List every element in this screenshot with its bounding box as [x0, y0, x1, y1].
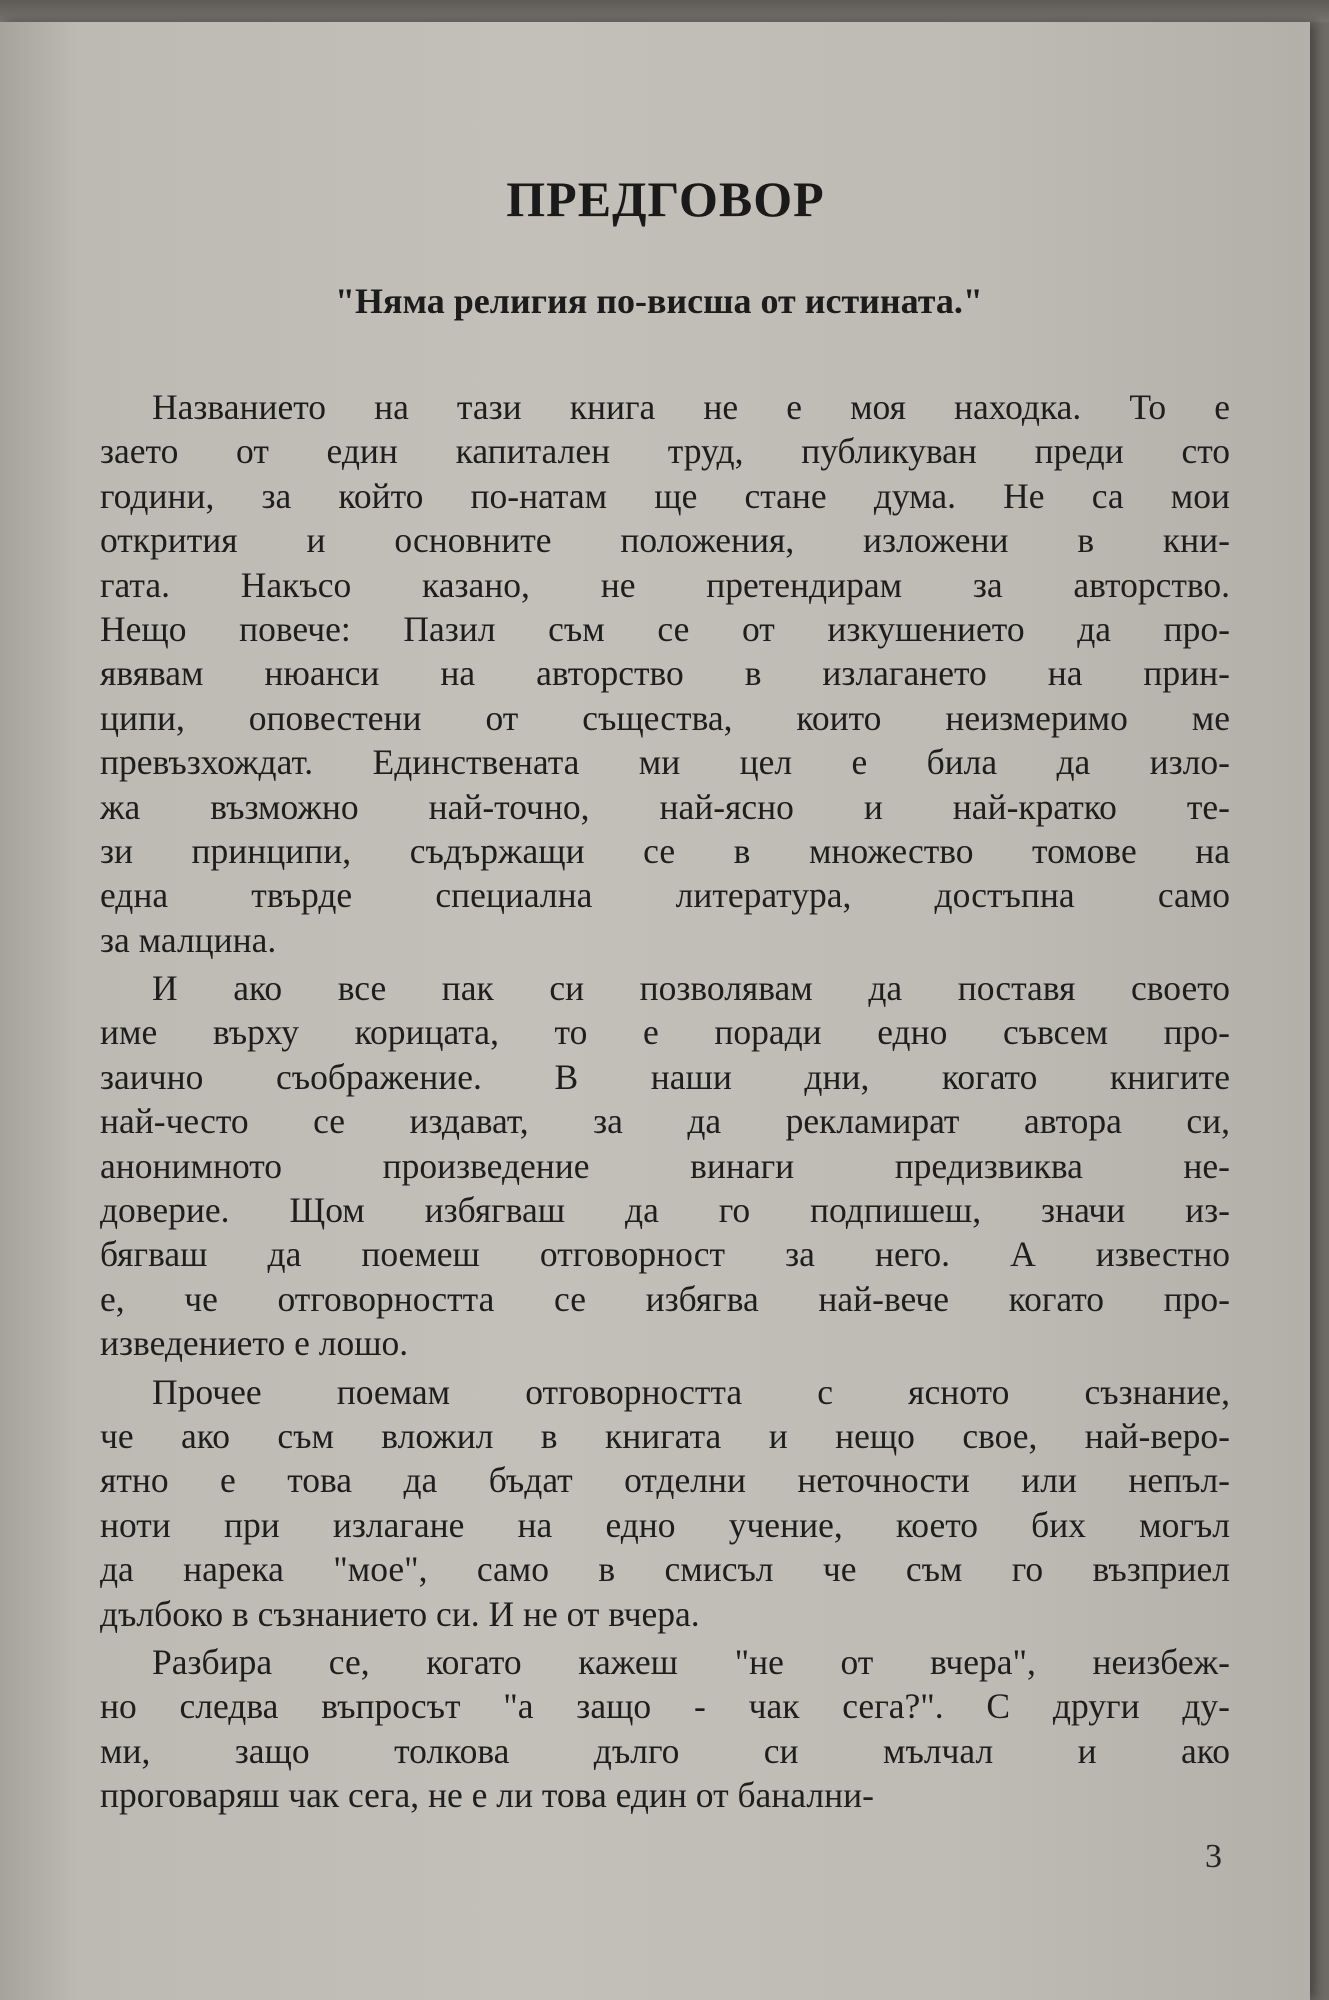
paragraph [100, 1370, 1230, 1636]
text-line: е, че отговорността се избягва най-вече когато про- [100, 1278, 1230, 1319]
text-line: Названието на тази книга не е моя находка. То е [152, 387, 1230, 427]
epigraph: "Няма религия по-висша от истината." [335, 281, 983, 321]
text-line: Нещо повече: Пазил съм се от изкушението да про- [100, 608, 1230, 649]
text-line: една твърде специална литература, достъпна само [100, 875, 1230, 916]
text-line: бягваш да поемеш отговорност за него. А известно [100, 1234, 1230, 1275]
text-line: анонимното произведение винаги предизвиква не- [100, 1145, 1230, 1186]
text-line: за малцина. [100, 919, 277, 960]
body-text [100, 385, 1230, 1822]
text-line: превъзхождат. Единствената ми цел е била да изло- [100, 742, 1230, 783]
text-line: гата. Накъсо казано, не претендирам за авторство. [100, 564, 1230, 605]
text-line: открития и основните положения, изложени в кни- [100, 520, 1230, 561]
text-line: явявам нюанси на авторство в излагането на прин- [100, 653, 1230, 694]
text-line: най-често се издават, за да рекламират автора си, [100, 1101, 1230, 1142]
page-number: 3 [1205, 1838, 1222, 1875]
text-line: заично съображение. В наши дни, когато книгите [100, 1056, 1230, 1097]
text-line: ноти при излагане на едно учение, което бих могъл [100, 1504, 1230, 1545]
text-line: заето от един капитален труд, публикуван преди сто [100, 431, 1230, 472]
text-line: доверие. Щом избягваш да го подпишеш, значи из- [100, 1190, 1230, 1231]
text-line: да нарека "мое", само в смисъл че съм го възприел [100, 1549, 1230, 1590]
page-title: ПРЕДГОВОР [506, 171, 825, 227]
text-line: години, за който по-натам ще стане дума. Не са мои [100, 475, 1230, 516]
paragraph [100, 385, 1230, 962]
text-line: дълбоко в съзнанието си. И не от вчера. [100, 1593, 700, 1634]
text-line: но следва въпросът "а защо - чак сега?". С други ду- [100, 1686, 1230, 1727]
text-line: ятно е това да бъдат отделни неточности или непъл- [100, 1460, 1230, 1501]
text-line: зи принципи, съдържащи се в множество томове на [100, 830, 1230, 871]
text-line: име върху корицата, то е поради едно съвсем про- [100, 1012, 1230, 1053]
text-line: жа възможно най-точно, най-ясно и най-кратко те- [100, 786, 1230, 827]
text-line: Разбира се, когато кажеш "не от вчера", неизбеж- [152, 1641, 1230, 1682]
text-line: ципи, оповестени от същества, които неизмеримо ме [100, 697, 1230, 738]
text-line: ми, защо толкова дълго си мълчал и ако [100, 1730, 1230, 1771]
page-top-edge [0, 0, 1329, 22]
paragraph [100, 966, 1230, 1366]
text-line: проговаряш чак сега, не е ли това един от банални- [100, 1775, 874, 1816]
text-line: Прочее поемам отговорността с ясното съзнание, [152, 1371, 1230, 1412]
text-line: че ако съм вложил в книгата и нещо свое, най-веро- [100, 1415, 1230, 1456]
text-line: И ако все пак си позволявам да поставя своето [152, 968, 1230, 1009]
text-line: изведението е лошо. [100, 1323, 409, 1364]
paragraph [100, 1640, 1230, 1818]
